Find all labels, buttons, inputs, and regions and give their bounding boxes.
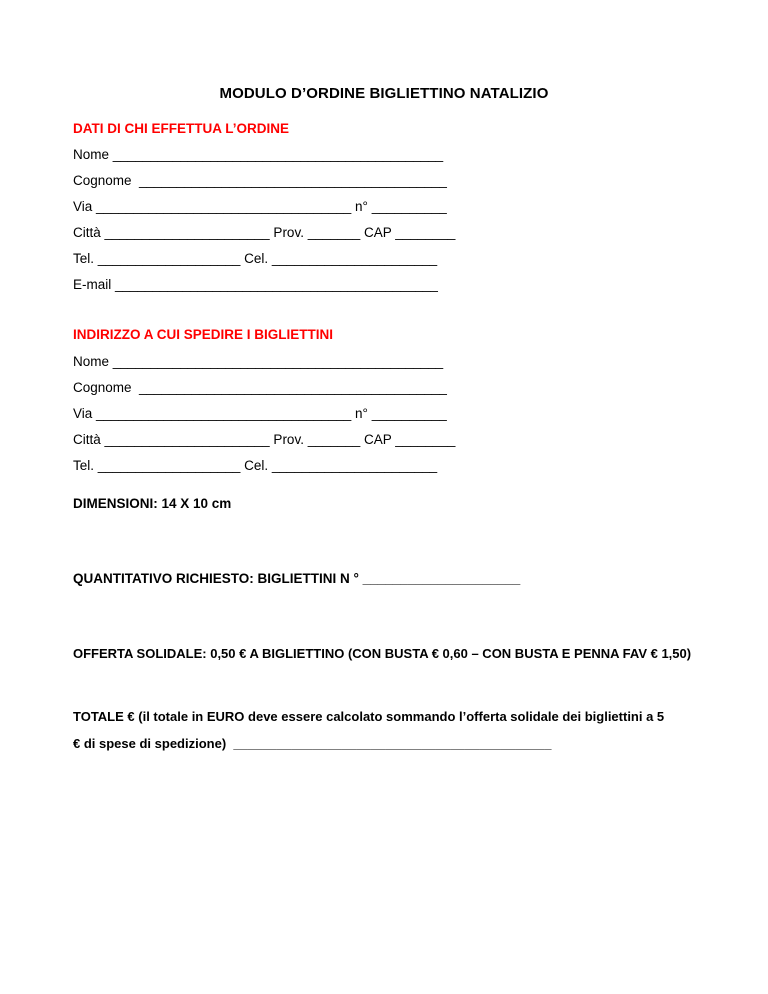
recipient-via-field[interactable]: Via __________________________________ n° __________ [73, 406, 447, 421]
quantity-field[interactable]: QUANTITATIVO RICHIESTO: BIGLIETTINI N ° _____________________ [73, 571, 521, 586]
page-title: MODULO D’ORDINE BIGLIETTINO NATALIZIO [219, 85, 549, 102]
sender-nome-field[interactable]: Nome ____________________________________________ [73, 147, 444, 162]
recipient-cognome-field[interactable]: Cognome _________________________________________ [73, 380, 447, 395]
sender-citta-field[interactable]: Città ______________________ Prov. _______ CAP ________ [73, 225, 456, 240]
total-text-line1: TOTALE € (il totale in EURO deve essere calcolato sommando l’offerta solidale dei bigliettini a 5 [73, 709, 665, 724]
sender-via-field[interactable]: Via __________________________________ n° __________ [73, 199, 447, 214]
total-field[interactable]: € di spese di spedizione) ____________________________________________ [73, 736, 552, 751]
offer-text: OFFERTA SOLIDALE: 0,50 € A BIGLIETTINO (CON BUSTA € 0,60 – CON BUSTA E PENNA FAV € 1,50) [73, 646, 692, 661]
recipient-nome-field[interactable]: Nome ____________________________________________ [73, 354, 444, 369]
sender-cognome-field[interactable]: Cognome _________________________________________ [73, 173, 447, 188]
sender-email-field[interactable]: E-mail ___________________________________________ [73, 277, 438, 292]
recipient-tel-field[interactable]: Tel. ___________________ Cel. ______________________ [73, 458, 438, 473]
recipient-section-heading: INDIRIZZO A CUI SPEDIRE I BIGLIETTINI [73, 327, 334, 342]
dimensions-text: DIMENSIONI: 14 X 10 cm [73, 496, 232, 511]
sender-section-heading: DATI DI CHI EFFETTUA L’ORDINE [73, 121, 289, 136]
sender-tel-field[interactable]: Tel. ___________________ Cel. ______________________ [73, 251, 438, 266]
recipient-citta-field[interactable]: Città ______________________ Prov. _______ CAP ________ [73, 432, 456, 447]
